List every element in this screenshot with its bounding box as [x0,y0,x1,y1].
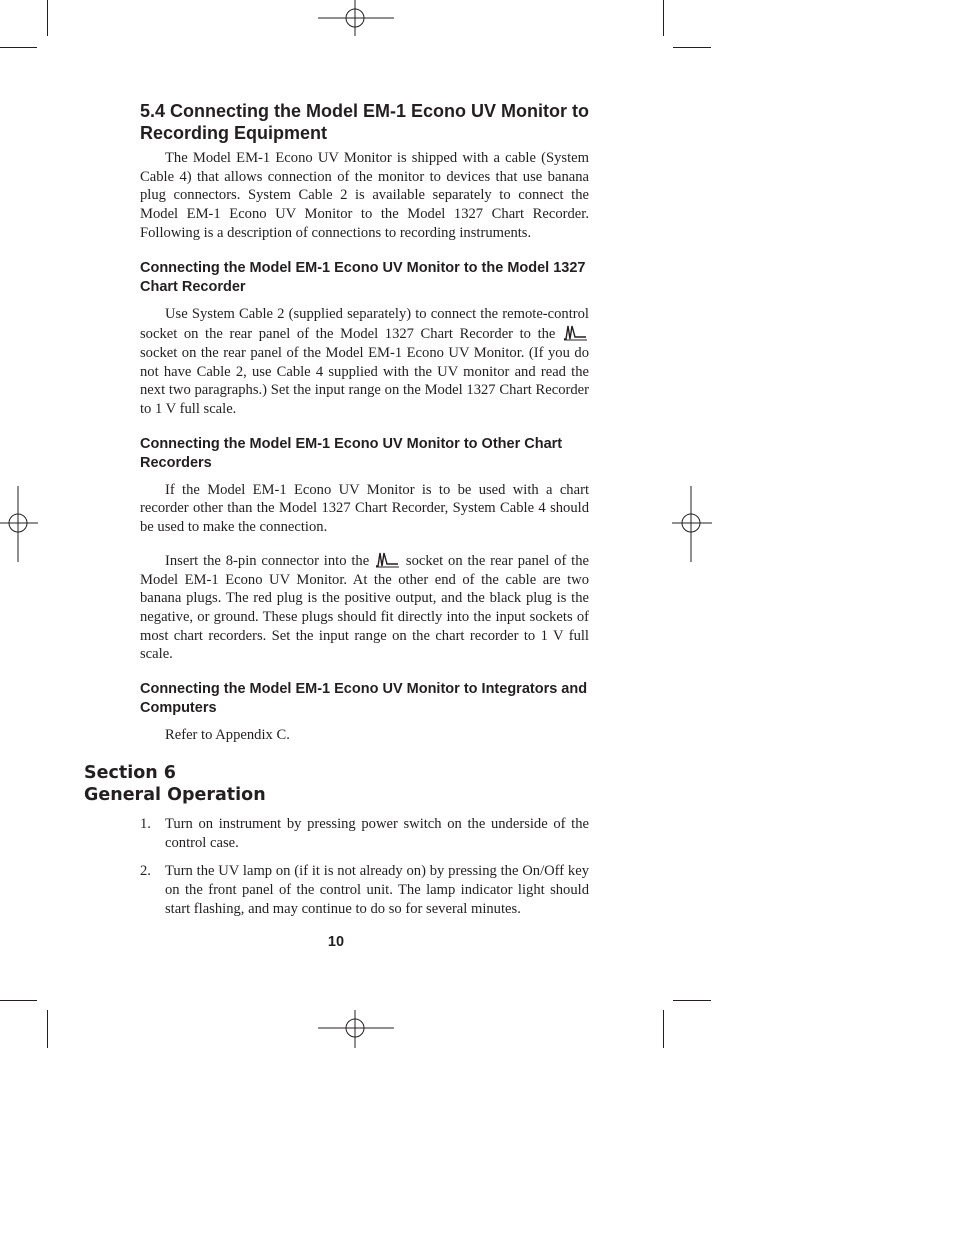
list-item [140,862,589,918]
step-number: 1. [140,816,151,832]
crop-mark-bottom-left-v [47,1010,48,1048]
paragraph-text: Use System Cable 2 (supplied separately) to connect the remote-control socket on the rear panel of the Model 1327 Chart Recorder to the [140,305,589,343]
section-6-title: General Operation [84,785,266,805]
crop-mark-top-right-h [673,47,711,48]
registration-mark-icon [318,1010,394,1048]
operation-steps-list [140,815,589,929]
page-number: 10 [327,934,345,950]
crop-mark-bottom-right-h [673,1000,711,1001]
paragraph-text: Insert the 8-pin connector into the [165,552,370,569]
subheading-1327-chart-recorder: Connecting the Model EM-1 Econo UV Monitor to the Model 1327 Chart Recorder [140,259,586,295]
chart-recorder-symbol-icon [562,323,589,342]
crop-mark-top-left-v [47,0,48,36]
paragraph-text: socket on the rear panel of the Model EM-1 Econo UV Monitor. (If you do not have Cable 2, use Cable 4 supplied with the UV monitor and read the next two paragraphs.) Set the input range on the Model 1327 Chart Recorder to 1 V full scale. [140,344,589,418]
paragraph-other-recorders-2 [140,550,589,664]
paragraph-text: socket on the rear panel of the Model EM-1 Econo UV Monitor. At the other end of the cable are two banana plugs. The red plug is the positive output, and the black plug is the negative, or ground. These plugs should fit directly into the input sockets of most chart recorders. Set the input range on the chart recorder to 1 V full scale. [140,552,590,663]
crop-mark-bottom-right-v [663,1010,664,1048]
crop-mark-bottom-left-h [0,1000,37,1001]
subheading-integrators-computers: Connecting the Model EM-1 Econo UV Monitor to Integrators and Computers [140,681,588,717]
section-5-4-intro: The Model EM-1 Econo UV Monitor is shipped with a cable (System Cable 4) that allows connection of the monitor to devices that use banana plug connectors. System Cable 2 is available separately to connect the Model EM-1 Econo UV Monitor to the Model 1327 Chart Recorder. Following is a description of connections to recording instruments. [140,150,589,241]
crop-mark-top-left-h [0,47,37,48]
step-text: Turn on instrument by pressing power switch on the underside of the control case. [165,816,589,851]
paragraph-1327-instructions [140,305,589,419]
section-6-heading [84,762,266,806]
list-item [140,815,589,852]
step-number: 2. [140,863,151,880]
subheading-other-chart-recorders: Connecting the Model EM-1 Econo UV Monitor to Other Chart Recorders [140,435,563,471]
paragraph-other-recorders-1: If the Model EM-1 Econo UV Monitor is to be used with a chart recorder other than the Model 1327 Chart Recorder, System Cable 4 should be used to make the connection. [140,481,589,536]
chart-recorder-symbol-icon [374,550,401,569]
paragraph-integrators: Refer to Appendix C. [165,727,290,744]
registration-mark-icon [0,486,38,562]
registration-mark-icon [672,486,712,562]
section-6-number: Section 6 [84,763,176,783]
step-text: Turn the UV lamp on (if it is not already on) by pressing the On/Off key on the front panel of the control unit. The lamp indicator light should start flashing, and may continue to do so for several minutes. [165,863,589,917]
section-5-4-title: 5.4 Connecting the Model EM-1 Econo UV Monitor to Recording Equipment [140,101,589,143]
crop-mark-top-right-v [663,0,664,36]
main-content [140,100,589,758]
registration-mark-icon [318,0,394,36]
